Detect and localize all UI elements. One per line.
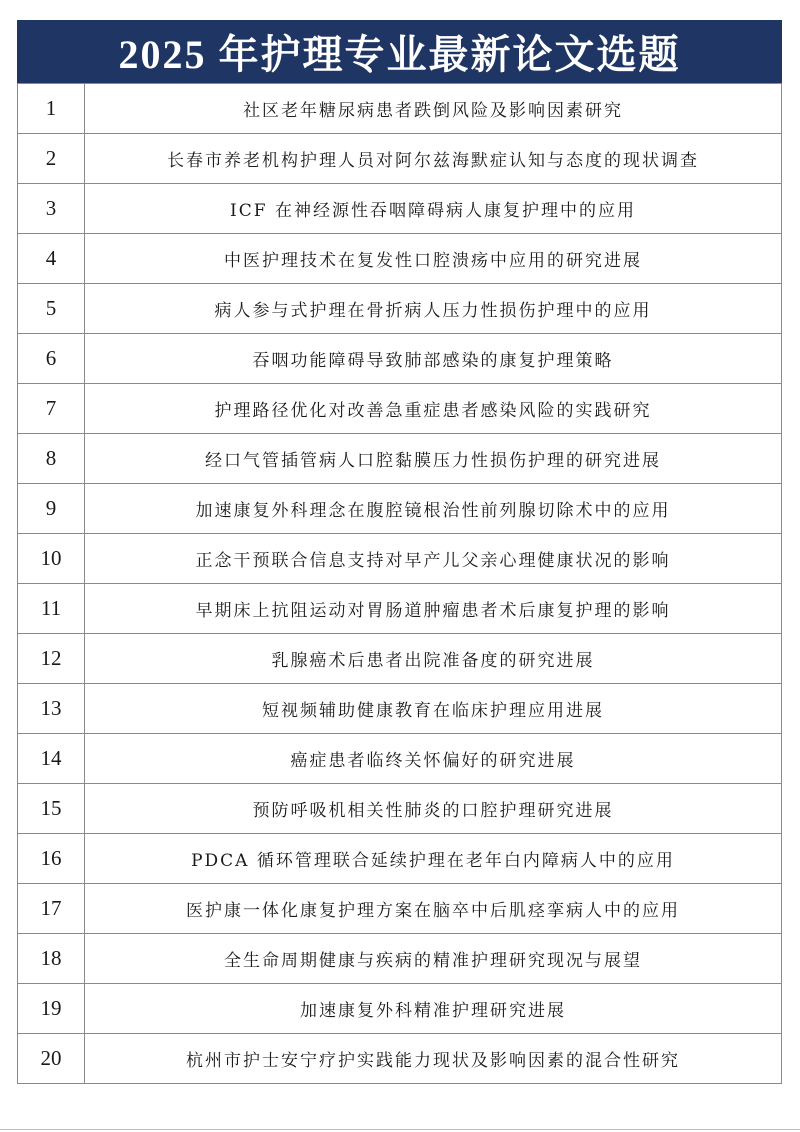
topic-number: 3 bbox=[18, 184, 85, 234]
table-row bbox=[18, 534, 782, 584]
topic-number: 2 bbox=[18, 134, 85, 184]
topic-title: 中医护理技术在复发性口腔溃疡中应用的研究进展 bbox=[85, 234, 782, 284]
page-title: 2025 年护理专业最新论文选题 bbox=[17, 20, 782, 83]
topic-number: 7 bbox=[18, 384, 85, 434]
topic-title: 杭州市护士安宁疗护实践能力现状及影响因素的混合性研究 bbox=[85, 1034, 782, 1084]
topic-title: 病人参与式护理在骨折病人压力性损伤护理中的应用 bbox=[85, 284, 782, 334]
table-row bbox=[18, 1034, 782, 1084]
topic-number: 4 bbox=[18, 234, 85, 284]
topic-title: 医护康一体化康复护理方案在脑卒中后肌痉挛病人中的应用 bbox=[85, 884, 782, 934]
bottom-divider bbox=[0, 1129, 800, 1130]
topic-title: 预防呼吸机相关性肺炎的口腔护理研究进展 bbox=[85, 784, 782, 834]
topic-title: ICF 在神经源性吞咽障碍病人康复护理中的应用 bbox=[85, 184, 782, 234]
topic-title: 加速康复外科理念在腹腔镜根治性前列腺切除术中的应用 bbox=[85, 484, 782, 534]
table-row bbox=[18, 284, 782, 334]
table-row bbox=[18, 934, 782, 984]
topic-sheet bbox=[17, 20, 782, 1084]
topic-number: 18 bbox=[18, 934, 85, 984]
topic-number: 11 bbox=[18, 584, 85, 634]
table-row bbox=[18, 584, 782, 634]
topic-number: 6 bbox=[18, 334, 85, 384]
table-row bbox=[18, 684, 782, 734]
topic-number: 14 bbox=[18, 734, 85, 784]
topic-number: 8 bbox=[18, 434, 85, 484]
topic-number: 5 bbox=[18, 284, 85, 334]
topics-table bbox=[17, 83, 782, 1084]
topic-title: 癌症患者临终关怀偏好的研究进展 bbox=[85, 734, 782, 784]
topic-title: 全生命周期健康与疾病的精准护理研究现况与展望 bbox=[85, 934, 782, 984]
topic-number: 1 bbox=[18, 84, 85, 134]
topic-number: 20 bbox=[18, 1034, 85, 1084]
table-row bbox=[18, 234, 782, 284]
topic-number: 9 bbox=[18, 484, 85, 534]
table-row bbox=[18, 384, 782, 434]
table-row bbox=[18, 334, 782, 384]
topic-number: 19 bbox=[18, 984, 85, 1034]
table-row bbox=[18, 434, 782, 484]
topic-number: 17 bbox=[18, 884, 85, 934]
table-row bbox=[18, 884, 782, 934]
topic-title: 经口气管插管病人口腔黏膜压力性损伤护理的研究进展 bbox=[85, 434, 782, 484]
topic-number: 16 bbox=[18, 834, 85, 884]
topic-number: 13 bbox=[18, 684, 85, 734]
topic-title: 社区老年糖尿病患者跌倒风险及影响因素研究 bbox=[85, 84, 782, 134]
topic-title: 加速康复外科精准护理研究进展 bbox=[85, 984, 782, 1034]
topic-title: 乳腺癌术后患者出院准备度的研究进展 bbox=[85, 634, 782, 684]
table-row bbox=[18, 84, 782, 134]
table-row bbox=[18, 634, 782, 684]
table-row bbox=[18, 184, 782, 234]
table-row bbox=[18, 834, 782, 884]
topic-title: 短视频辅助健康教育在临床护理应用进展 bbox=[85, 684, 782, 734]
topic-number: 15 bbox=[18, 784, 85, 834]
topic-title: 护理路径优化对改善急重症患者感染风险的实践研究 bbox=[85, 384, 782, 434]
topic-number: 12 bbox=[18, 634, 85, 684]
topic-title: 正念干预联合信息支持对早产儿父亲心理健康状况的影响 bbox=[85, 534, 782, 584]
topic-title: 早期床上抗阻运动对胃肠道肿瘤患者术后康复护理的影响 bbox=[85, 584, 782, 634]
topics-table-body bbox=[18, 84, 782, 1084]
topic-title: 长春市养老机构护理人员对阿尔兹海默症认知与态度的现状调查 bbox=[85, 134, 782, 184]
table-row bbox=[18, 134, 782, 184]
table-row bbox=[18, 984, 782, 1034]
table-row bbox=[18, 484, 782, 534]
topic-title: 吞咽功能障碍导致肺部感染的康复护理策略 bbox=[85, 334, 782, 384]
table-row bbox=[18, 784, 782, 834]
table-row bbox=[18, 734, 782, 784]
topic-number: 10 bbox=[18, 534, 85, 584]
topic-title: PDCA 循环管理联合延续护理在老年白内障病人中的应用 bbox=[85, 834, 782, 884]
